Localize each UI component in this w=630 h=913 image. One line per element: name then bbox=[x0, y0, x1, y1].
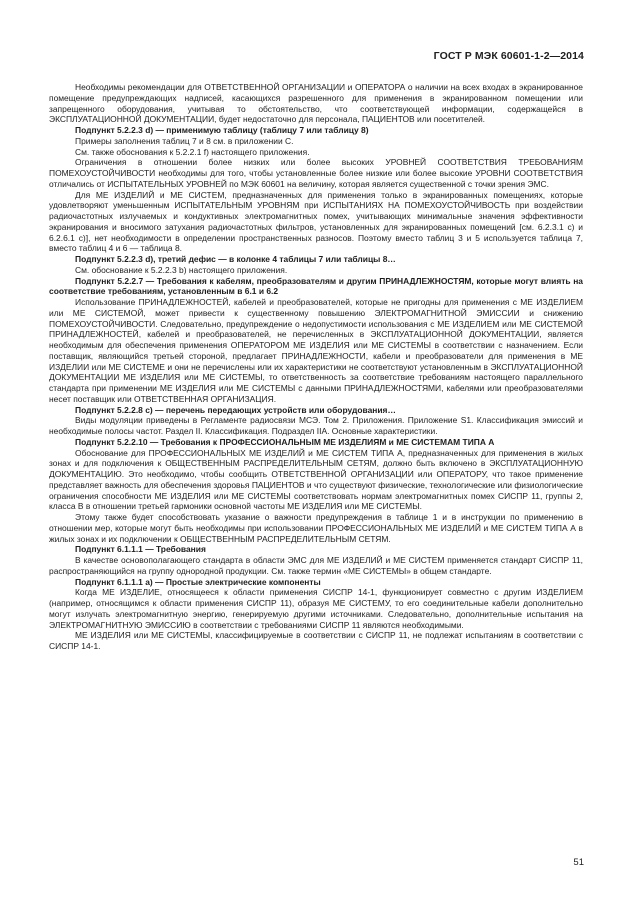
subclause-heading: Подпункт 5.2.2.10 — Требования к ПРОФЕССИОНАЛЬНЫМ МЕ ИЗДЕЛИЯМ и МЕ СИСТЕМАМ ТИПА А bbox=[75, 436, 495, 447]
subclause-heading: Подпункт 5.2.2.7 — Требования к кабелям, преобразователям и другим ПРИНАДЛЕЖНОСТЯМ, которые могут влиять на соответствие требованиям, установленным в 6.1 и 6.2 bbox=[49, 275, 583, 297]
paragraph: Ограничения в отношении более низких или более высоких УРОВНЕЙ СООТВЕТСТВИЯ ТРЕБОВАНИЯМ ПОМЕХОУСТОЙЧИВОСТИ необходимы для того, чтобы установленные более низкие или более высокие УРОВНИ СООТВЕТСТВИЯ отличались от ИСПЫТАТЕЛЬНЫХ УРОВНЕЙ по МЭК 60601 на величину, которая является существенной с точки зрения ЭМС. bbox=[49, 157, 583, 189]
paragraph: Виды модуляции приведены в Регламенте радиосвязи МСЭ. Том 2. Приложения. Приложение S1. Классификация эмиссий и необходимые полосы частот. Раздел II. Классификация. Подраздел IIA. Основные характеристики. bbox=[49, 415, 583, 436]
subclause-heading: Подпункт 6.1.1.1 — Требования bbox=[75, 544, 206, 555]
page-number: 51 bbox=[573, 857, 584, 868]
paragraph: МЕ ИЗДЕЛИЯ или МЕ СИСТЕМЫ, классифицируемые в соответствии с СИСПР 11, не подлежат испытаниям в соответствии с СИСПР 14-1. bbox=[49, 630, 583, 651]
paragraph: Использование ПРИНАДЛЕЖНОСТЕЙ, кабелей и преобразователей, которые не пригодны для применения с МЕ ИЗДЕЛИЕМ или МЕ СИСТЕМОЙ, может привести к существенному повышению ЭЛЕКТРОМАГНИТНОЙ ЭМИССИИ и снижению ПОМЕХОУСТОЙЧИВОСТИ. Следовательно, предупреждение о недопустимости использования с МЕ ИЗДЕЛИЕМ или МЕ СИСТЕМОЙ ПРИНАДЛЕЖНОСТЕЙ, кабелей и преобразователей, не перечисленных в ЭКСПЛУАТАЦИОННОЙ ДОКУМЕНТАЦИИ, является необходимым для обеспечения применения ОПЕРАТОРОМ МЕ ИЗДЕЛИЯ или МЕ СИСТЕМЫ в соответствии с назначением. Если поставщик, являющийся третьей стороной, предлагает ПРИНАДЛЕЖНОСТИ, кабели и преобразователи для применения в МЕ ИЗДЕЛИИ или МЕ СИСТЕМЕ и они не перечислены или их характеристики не соответствуют установленным в ЭКСПЛУАТАЦИОННОЙ ДОКУМЕНТАЦИИ МЕ ИЗДЕЛИЯ или МЕ СИСТЕМЫ, то ответственность за соответствие требованиям настоящего параллельного стандарта при применении МЕ ИЗДЕЛИЯ или МЕ СИСТЕМЫ с данными ПРИНАДЛЕЖНОСТЯМИ, кабелями или преобразователями несет поставщик или ОТВЕТСТВЕННАЯ ОРГАНИЗАЦИЯ. bbox=[49, 297, 583, 404]
paragraph: В качестве основополагающего стандарта в области ЭМС для МЕ ИЗДЕЛИЙ и МЕ СИСТЕМ применяется стандарт СИСПР 11, распространяющийся на группу однородной продукции. См. также термин «МЕ СИСТЕМЫ» в общем стандарте. bbox=[49, 555, 583, 576]
subclause-heading: Подпункт 5.2.2.3 d) — применимую таблицу (таблицу 7 или таблицу 8) bbox=[75, 125, 369, 135]
paragraph: Примеры заполнения таблиц 7 и 8 см. в приложении С. bbox=[75, 135, 294, 146]
paragraph: См. обоснование к 5.2.2.3 b) настоящего приложения. bbox=[75, 264, 288, 275]
paragraph: См. также обоснования к 5.2.2.1 f) настоящего приложения. bbox=[75, 146, 310, 157]
document-body bbox=[49, 82, 583, 652]
page-header: ГОСТ Р МЭК 60601-1-2—2014 bbox=[433, 50, 584, 62]
paragraph: Этому также будет способствовать указание о важности предупреждения в таблице 1 и в инструкции по применению в отношении мер, которые могут быть необходимы при использовании ПРОФЕССИОНАЛЬНЫХ МЕ ИЗДЕЛИЙ и МЕ СИСТЕМ ТИПА А в жилых зонах и их подключении к ОБЩЕСТВЕННЫМ РАСПРЕДЕЛИТЕЛЬНЫМ СЕТЯМ. bbox=[49, 512, 583, 544]
paragraph: Когда МЕ ИЗДЕЛИЕ, относящееся к области применения СИСПР 14-1, функционирует совместно с другим ИЗДЕЛИЕМ (например, относящимся к области применения СИСПР 11), образуя МЕ СИСТЕМУ, то его соединительные кабели дополнительно могут излучать электромагнитную энергию, генерируемую другими источниками. Следовательно, дополнительные испытания на ЭЛЕКТРОМАГНИТНУЮ ЭМИССИЮ в соответствии с требованиями СИСПР 11 являются необходимыми. bbox=[49, 587, 583, 630]
paragraph: Обоснование для ПРОФЕССИОНАЛЬНЫХ МЕ ИЗДЕЛИЙ и МЕ СИСТЕМ ТИПА А, предназначенных для применения в жилых зонах и для подключения к ОБЩЕСТВЕННЫМ РАСПРЕДЕЛИТЕЛЬНЫМ СЕТЯМ, должно быть включено в ЭКСПЛУАТАЦИОННУЮ ДОКУМЕНТАЦИЮ. Это необходимо, чтобы сообщить ОТВЕТСТВЕННОЙ ОРГАНИЗАЦИИ или ОПЕРАТОРУ, что такое применение представляет важность для обеспечения здоровья ПАЦИЕНТОВ и что существуют физические, технологические или физиологические ограничения способности МЕ ИЗДЕЛИЯ или МЕ СИСТЕМЫ соответствовать нормам электромагнитных помех СИСПР 11, группы 2, класса В в отношении третьей гармоники основной частоты МЕ ИЗДЕЛИЯ или МЕ СИСТЕМЫ. bbox=[49, 447, 583, 512]
subclause-heading: Подпункт 5.2.2.3 d), третий дефис — в колонке 4 таблицы 7 или таблицы 8… bbox=[75, 254, 396, 264]
subclause-heading: Подпункт 6.1.1.1 а) — Простые электрические компоненты bbox=[75, 576, 321, 587]
subclause-heading: Подпункт 5.2.2.8 с) — перечень передающих устройств или оборудования… bbox=[75, 404, 396, 415]
paragraph: Необходимы рекомендации для ОТВЕТСТВЕННОЙ ОРГАНИЗАЦИИ и ОПЕРАТОРА о наличии на всех входах в экранированное помещение предупреждающих надписей, касающихся разрешенного для применения в экранированном помещении или запрещенного оборудования, учитывая то обстоятельство, что соответствующей информации, содержащейся в ЭКСПЛУАТАЦИОННОЙ ДОКУМЕНТАЦИИ, будет недостаточно для персонала, ПАЦИЕНТОВ или посетителей. bbox=[49, 82, 583, 125]
paragraph: Для МЕ ИЗДЕЛИЙ и МЕ СИСТЕМ, предназначенных для применения только в экранированных помещениях, которые удовлетворяют уменьшенным ИСПЫТАТЕЛЬНЫМ УРОВНЯМ при ИСПЫТАНИЯХ НА ПОМЕХОУСТОЙЧИВОСТЬ при воздействии радиочастотных излучаемых и кондуктивных электромагнитных помех, учитывающих минимальные значения эффективности экранирования и вносимого затухания радиочастотных фильтров, установленных для экранированных помещений [см. 6.2.3.1 с) и 6.2.6.1 с)], нет необходимости в определении пространственных разносов. Поэтому вместо таблиц 3 и 5 используется таблица 7, вместо таблиц 4 и 6 — таблица 8. bbox=[49, 189, 583, 254]
